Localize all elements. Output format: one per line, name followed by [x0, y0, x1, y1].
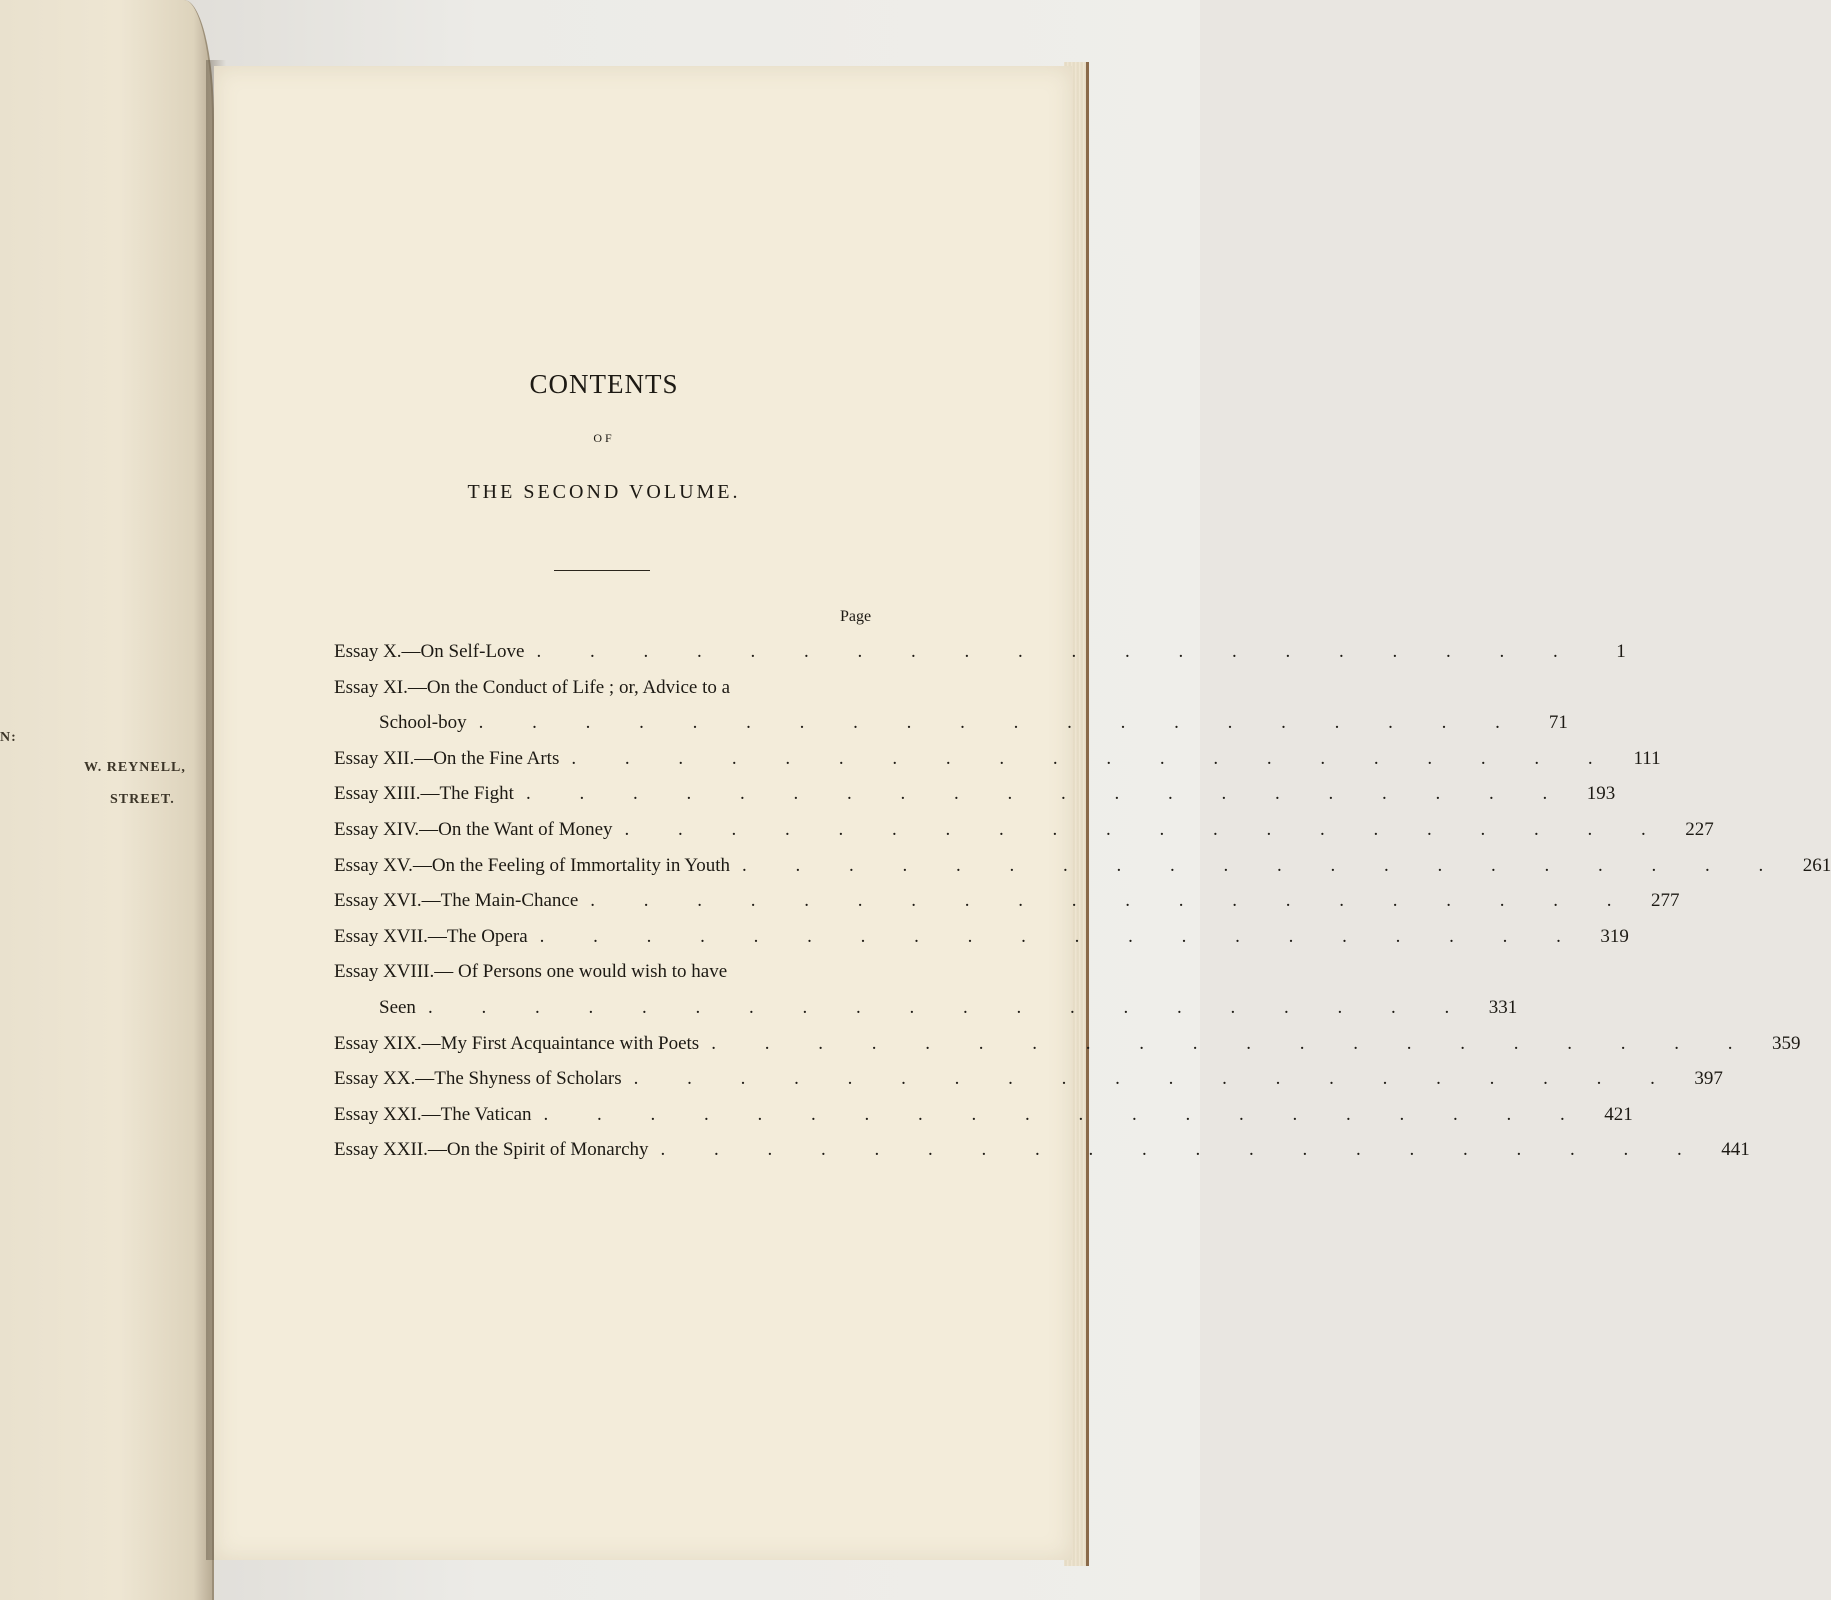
dot-leader: . . . . . . . . . . . . . . . . . . . . [742, 854, 1786, 876]
toc-entry-title: Essay XX.—The Shyness of Scholars [334, 1068, 622, 1090]
toc-entry-title: Essay XIV.—On the Want of Money [334, 818, 613, 840]
toc-entry-line [334, 634, 1626, 670]
dot-leader: . . . . . . . . . . . . . . . . . . . . [478, 712, 1522, 734]
page-title: CONTENTS [529, 369, 679, 399]
toc-entry-line [334, 1026, 1801, 1062]
toc-entry-title: Essay XII.—On the Fine Arts [334, 747, 560, 769]
divider-rule [554, 570, 650, 571]
toc-entry-title: Essay XXI.—The Vatican [334, 1103, 532, 1125]
toc-entry-title: Essay XI.—On the Conduct of Life ; or, Advice to a [334, 676, 731, 698]
toc-entry-line [334, 812, 1714, 848]
bleed-through-text-3: STREET. [110, 792, 175, 807]
dot-leader: . . . . . . . . . . . . . . . . . . . . [427, 996, 1472, 1018]
toc-entry-title: Essay XIII.—The Fight [334, 783, 514, 805]
toc-entry-line [334, 1132, 1750, 1168]
toc-page-number: 111 [1633, 747, 1661, 769]
toc-entry-line [334, 990, 1518, 1026]
toc-entry [334, 634, 1626, 670]
toc-entry-title: Essay XXII.—On the Spirit of Monarchy [334, 1139, 649, 1161]
toc-entry-line [334, 1097, 1633, 1133]
toc-entry-title: Essay XVIII.— Of Persons one would wish to have [334, 961, 728, 983]
dot-leader: . . . . . . . . . . . . . . . . . . . . [624, 818, 1668, 840]
toc-page-number: 397 [1694, 1068, 1723, 1090]
toc-entry [334, 954, 1518, 1025]
table-of-contents [334, 634, 1831, 1168]
toc-entry-line [334, 705, 1568, 741]
toc-page-number: 193 [1586, 783, 1616, 805]
toc-entry-line [334, 776, 1616, 812]
dot-leader: . . . . . . . . . . . . . . . . . . . . [633, 1068, 1677, 1090]
toc-entry [334, 670, 1568, 741]
toc-page-number: 441 [1721, 1139, 1750, 1161]
toc-entry [334, 848, 1831, 884]
toc-entry-line [334, 848, 1831, 884]
toc-entry-line [334, 954, 886, 990]
toc-entry-line [334, 883, 1680, 919]
toc-entry-line [334, 1061, 1723, 1097]
toc-entry-title: Essay XV.—On the Feeling of Immortality in Youth [334, 854, 731, 876]
toc-entry-title: Essay X.—On Self-Love [334, 641, 525, 662]
toc-page-number: 71 [1548, 712, 1568, 734]
toc-page-number: 1 [1616, 641, 1626, 662]
toc-entry-title: School-boy [379, 712, 467, 734]
toc-entry-line [334, 670, 886, 706]
toc-entry-line [334, 741, 1661, 777]
toc-page-number: 421 [1604, 1103, 1633, 1125]
contents-page [214, 66, 1831, 1560]
toc-entry-title: Essay XVII.—The Opera [334, 925, 528, 947]
dot-leader: . . . . . . . . . . . . . . . . . . . . [539, 925, 1583, 947]
left-facing-page [0, 0, 214, 1600]
toc-entry [334, 1132, 1750, 1168]
toc-entry-title: Essay XVI.—The Main-Chance [334, 890, 579, 912]
toc-entry [334, 741, 1661, 777]
title-of: OF [593, 431, 615, 445]
toc-entry-title: Seen [379, 996, 416, 1018]
page-column-label: Page [840, 608, 872, 625]
bleed-through-text-1: N: [0, 730, 17, 745]
dot-leader: . . . . . . . . . . . . . . . . . . . . [571, 747, 1615, 769]
toc-entry-title: Essay XIX.—My First Acquaintance with Poets [334, 1032, 700, 1054]
toc-entry [334, 883, 1680, 919]
toc-entry [334, 919, 1629, 955]
toc-page-number: 261 [1802, 854, 1831, 876]
bleed-through-text-2: W. REYNELL, [84, 760, 186, 775]
toc-page-number: 331 [1488, 996, 1518, 1018]
dot-leader: . . . . . . . . . . . . . . . . . . . . [660, 1139, 1704, 1161]
toc-entry [334, 1097, 1633, 1133]
volume-subtitle: THE SECOND VOLUME. [467, 481, 741, 503]
toc-page-number: 319 [1600, 925, 1629, 947]
toc-entry-line [334, 919, 1629, 955]
toc-page-number: 277 [1651, 890, 1680, 912]
toc-page-number: 227 [1685, 818, 1714, 840]
toc-page-number: 359 [1771, 1032, 1801, 1054]
toc-entry [334, 1061, 1723, 1097]
dot-leader: . . . . . . . . . . . . . . . . . . . . [536, 641, 1580, 662]
toc-entry [334, 1026, 1801, 1062]
toc-entry [334, 776, 1616, 812]
dot-leader: . . . . . . . . . . . . . . . . . . . . [711, 1032, 1755, 1054]
dot-leader: . . . . . . . . . . . . . . . . . . . . [525, 783, 1570, 805]
dot-leader: . . . . . . . . . . . . . . . . . . . . [543, 1103, 1587, 1125]
dot-leader: . . . . . . . . . . . . . . . . . . . . [590, 890, 1634, 912]
toc-entry [334, 812, 1714, 848]
